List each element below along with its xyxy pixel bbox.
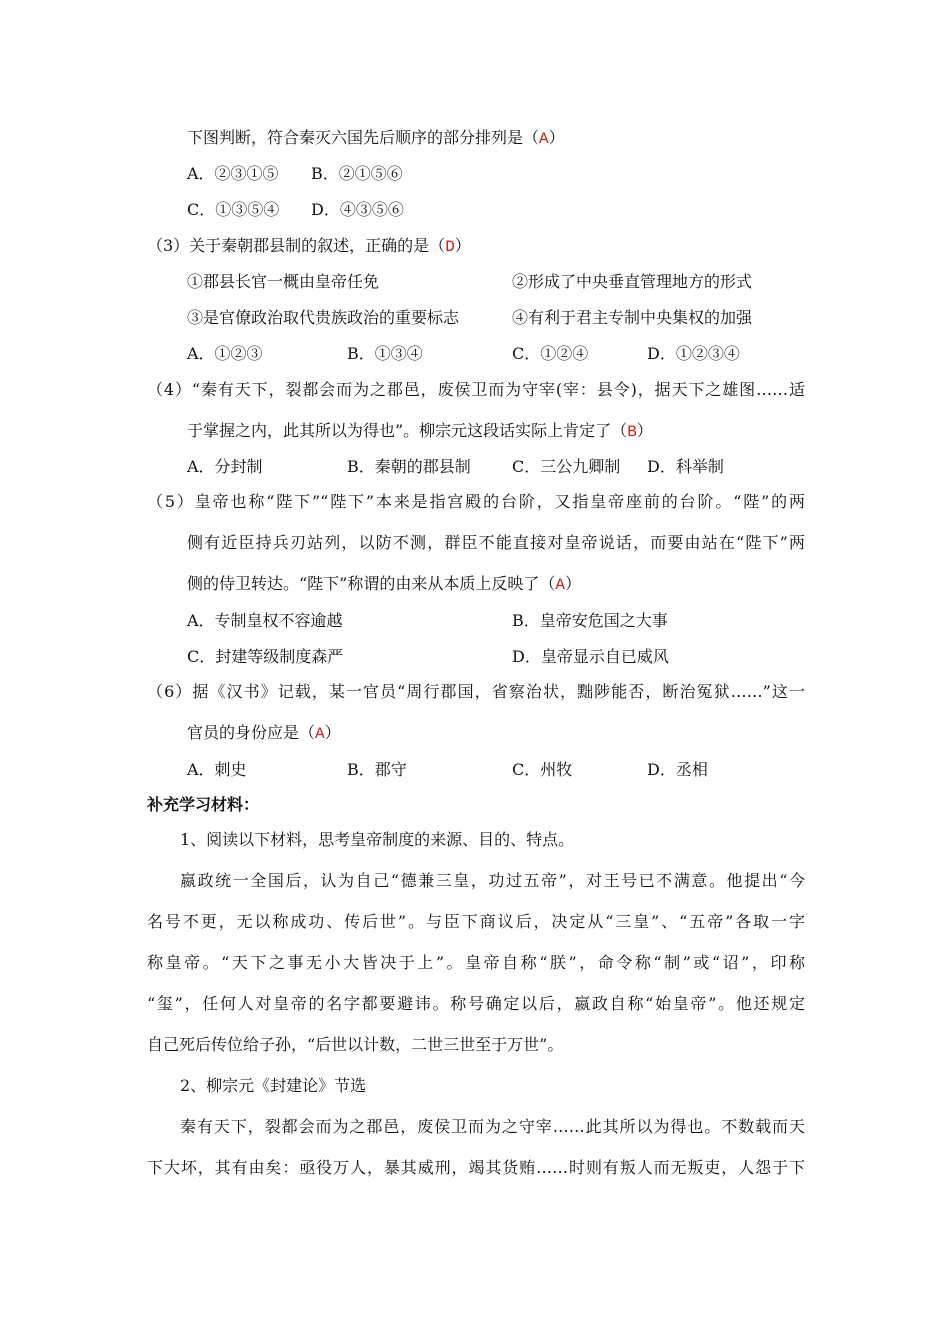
q5-line-2: 侧有近臣持兵刃站列，以防不测，群臣不能直接对皇帝说话，而要由站在“陛下”两 — [187, 533, 805, 552]
supplement-para-1-line: 称皇帝。“天下之事无小大皆决于上”。皇帝自称“朕”，命令称“制”或“诏”，印称 — [147, 953, 805, 972]
q6-option-c: C．州牧 — [512, 760, 573, 779]
q3-statement-2: ②形成了中央垂直管理地方的形式 — [512, 272, 753, 291]
q6-line-1: （6）据《汉书》记载，某一官员“周行郡国，省察治状，黜陟能否，断治冤狱……”这一 — [147, 682, 805, 701]
q4-option-c: C．三公九卿制 — [512, 457, 621, 476]
q2-answer: A — [539, 130, 549, 148]
q2-option-c: C．①③⑤④ — [187, 200, 280, 219]
supplement-para-2-line: 下大坏，其有由矣：亟役万人，暴其威刑，竭其货贿……时则有叛人而无叛吏，人怨于下 — [147, 1158, 805, 1177]
q5-option-a: A．专制皇权不容逾越 — [187, 611, 343, 630]
q3-statement-4: ④有利于君主专制中央集权的加强 — [512, 308, 753, 327]
q6-answer: A — [315, 725, 325, 743]
supplement-para-1-line: 自己死后传位给子孙，“后世以计数，二世三世至于万世”。 — [147, 1035, 564, 1054]
supplement-para-1-line: 名号不更，无以称成功、传后世”。与臣下商议后，决定从“三皇”、“五帝”各取一字 — [147, 912, 805, 931]
supplement-para-2-line: 秦有天下，裂都会而为之郡邑，废侯卫而为之守宰……此其所以为得也。不数载而天 — [180, 1117, 805, 1136]
q5-option-b: B．皇帝安危国之大事 — [512, 611, 668, 630]
q5-line-1: （5）皇帝也称“陛下”“陛下”本来是指宫殿的台阶，又指皇帝座前的台阶。“陛”的两 — [147, 492, 805, 511]
supplement-para-1-line: 嬴政统一全国后，认为自己“德兼三皇，功过五帝”，对王号已不满意。他提出“今 — [180, 871, 805, 890]
q3-statement-1: ①郡县长官一概由皇帝任免 — [187, 272, 380, 291]
q2-option-d: D．④③⑤⑥ — [311, 200, 404, 219]
q2-option-a: A．②③①⑤ — [187, 164, 279, 183]
q2-option-b: B．②①⑤⑥ — [311, 164, 403, 183]
q4-option-d: D．科举制 — [647, 457, 724, 476]
q2-stem: 下图判断，符合秦灭六国先后顺序的部分排列是（A） — [187, 128, 565, 148]
q6-option-d: D．丞相 — [647, 760, 708, 779]
q3-option-a: A．①②③ — [187, 344, 263, 363]
q5-line-3: 侧的侍卫转达。“陛下”称谓的由来从本质上反映了（A） — [187, 574, 581, 594]
q6-line-2: 官员的身份应是（A） — [187, 723, 341, 743]
q5-option-d: D．皇帝显示自已威风 — [512, 647, 669, 666]
q5-option-c: C．封建等级制度森严 — [187, 647, 344, 666]
q4-line-1: （4）“秦有天下，裂都会而为之郡邑，废侯卫而为守宰(宰：县令)，据天下之雄图……适 — [147, 380, 805, 399]
q3-stem: （3）关于秦朝郡县制的叙述，正确的是（D） — [147, 236, 471, 256]
q5-answer: A — [555, 576, 565, 594]
supplement-para-1-line: “玺”，任何人对皇帝的名字都要避讳。称号确定以后，嬴政自称“始皇帝”。他还规定 — [147, 994, 805, 1013]
q4-answer: B — [627, 423, 637, 441]
q3-answer: D — [445, 238, 455, 256]
supplement-item-1: 1、阅读以下材料，思考皇帝制度的来源、目的、特点。 — [180, 830, 575, 849]
q4-option-a: A．分封制 — [187, 457, 263, 476]
q4-line-2: 于掌握之内，此其所以为得也”。柳宗元这段话实际上肯定了（B） — [187, 421, 653, 441]
q3-option-c: C．①②④ — [512, 344, 589, 363]
supplement-item-2: 2、柳宗元《封建论》节选 — [180, 1076, 367, 1095]
q4-option-b: B．秦朝的郡县制 — [347, 457, 471, 476]
q3-option-d: D．①②③④ — [647, 344, 740, 363]
q6-option-b: B．郡守 — [347, 760, 407, 779]
supplement-heading: 补充学习材料： — [147, 795, 260, 814]
q3-statement-3: ③是官僚政治取代贵族政治的重要标志 — [187, 308, 460, 327]
q3-option-b: B．①③④ — [347, 344, 423, 363]
q6-option-a: A．刺史 — [187, 760, 247, 779]
